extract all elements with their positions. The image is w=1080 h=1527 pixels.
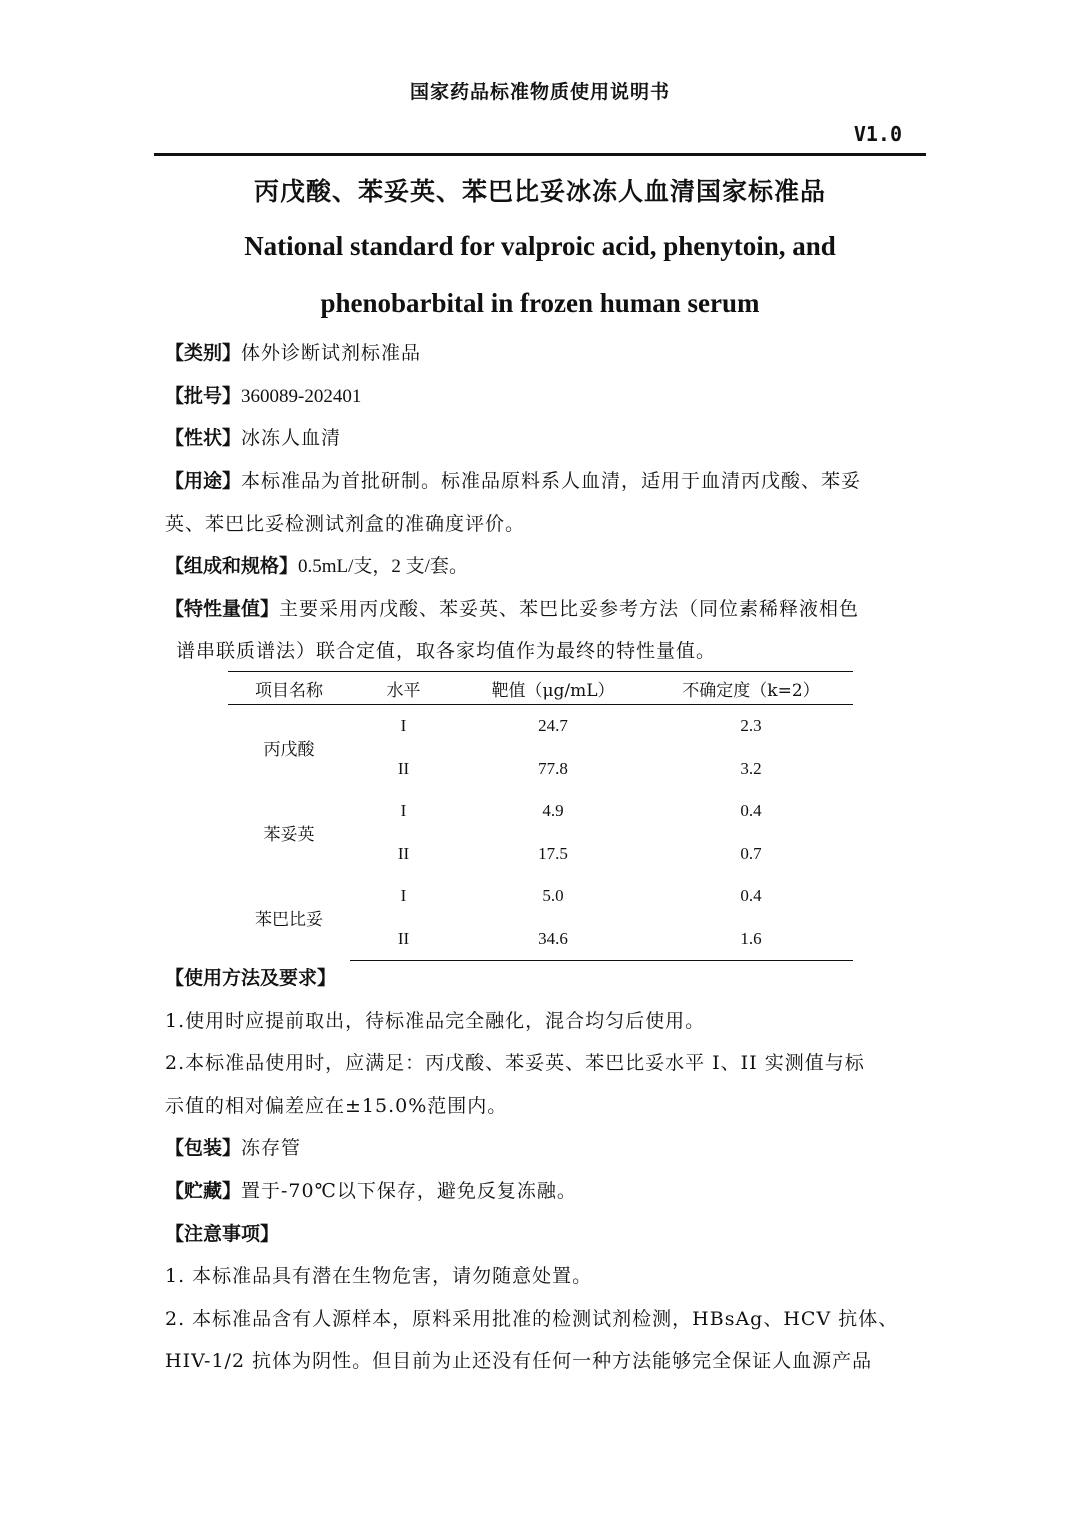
- notes-heading: 【注意事项】: [165, 1223, 280, 1245]
- table-cell-name: 丙戊酸: [263, 740, 315, 760]
- packaging-value: 冻存管: [241, 1137, 302, 1159]
- table-cell-name: 苯巴比妥: [255, 910, 323, 931]
- table-header: 不确定度（k=2）: [649, 672, 853, 705]
- field-characteristic: [165, 596, 925, 622]
- document-header-title: 国家药品标准物质使用说明书: [409, 81, 670, 103]
- table-cell-uncertainty: 2.3: [740, 716, 762, 736]
- char-value-line1: 主要采用丙戊酸、苯妥英、苯巴比妥参考方法（同位素稀释液相色: [279, 598, 860, 620]
- notes-item-1: 1. 本标准品具有潜在生物危害，请勿随意处置。: [165, 1265, 593, 1287]
- table-header-row: [228, 672, 853, 705]
- table-cell-level: II: [350, 918, 457, 961]
- field-spec: [165, 553, 925, 580]
- char-value-line2: 谱串联质谱法）联合定值，取各家均值作为最终的特性量值。: [176, 640, 717, 662]
- usage-item-2-line2: 示值的相对偏差应在±15.0%范围内。: [165, 1095, 508, 1117]
- table-cell-uncertainty: 0.7: [740, 843, 762, 863]
- table-cell-uncertainty: 0.4: [740, 801, 762, 821]
- storage-value: 置于-70℃以下保存，避免反复冻融。: [241, 1180, 577, 1202]
- table-row: [228, 790, 853, 833]
- page-title-cn: 丙戊酸、苯妥英、苯巴比妥冰冻人血清国家标准品: [253, 177, 826, 206]
- page-title-en-line2: phenobarbital in frozen human serum: [320, 288, 760, 318]
- storage-label: 【贮藏】: [165, 1180, 242, 1202]
- table-cell-target: 5.0: [542, 886, 564, 906]
- batch-label: 【批号】: [165, 385, 242, 407]
- table-cell-uncertainty: 3.2: [740, 758, 762, 778]
- table-cell-level: I: [400, 716, 407, 736]
- table-cell-level: II: [397, 758, 410, 778]
- usage-heading: 【使用方法及要求】: [165, 967, 337, 989]
- notes-item-2-line2: HIV-1/2 抗体为阴性。但目前为止还没有任何一种方法能够完全保证人血源产品: [165, 1350, 873, 1372]
- table-cell-target: 34.6: [457, 918, 649, 961]
- field-form: [165, 425, 925, 451]
- form-label: 【性状】: [165, 427, 242, 449]
- page-title-en-line1: National standard for valproic acid, phenytoin, and: [244, 231, 836, 261]
- category-value: 体外诊断试剂标准品: [241, 342, 422, 364]
- usage-item-1: 1.使用时应提前取出，待标准品完全融化，混合均匀后使用。: [165, 1010, 706, 1032]
- table-cell-name: 苯妥英: [263, 825, 315, 845]
- table-cell-level: II: [397, 843, 410, 863]
- category-label: 【类别】: [165, 342, 242, 364]
- field-storage: [165, 1178, 925, 1204]
- usage-item-2-line1: 2.本标准品使用时，应满足：丙戊酸、苯妥英、苯巴比妥水平 I、II 实测值与标: [165, 1052, 865, 1074]
- table-cell-uncertainty: 0.4: [740, 886, 762, 906]
- table-cell-target: 17.5: [538, 843, 568, 863]
- notes-item-2-line1: 2. 本标准品含有人源样本，原料采用批准的检测试剂检测，HBsAg、HCV 抗体、: [165, 1308, 899, 1330]
- table-cell-level: I: [400, 886, 407, 906]
- use-value-line2: 英、苯巴比妥检测试剂盒的准确度评价。: [165, 513, 526, 535]
- char-label: 【特性量值】: [165, 598, 280, 620]
- table-cell-target: 24.7: [538, 716, 568, 736]
- form-value: 冰冻人血清: [241, 427, 342, 449]
- header-divider: [154, 153, 926, 156]
- table-row: [228, 875, 853, 918]
- version-label: V1.0: [853, 122, 902, 146]
- use-value-line1: 本标准品为首批研制。标准品原料系人血清，适用于血清丙戊酸、苯妥: [241, 470, 862, 492]
- spec-label: 【组成和规格】: [165, 555, 299, 577]
- table-header: 水平: [350, 672, 457, 705]
- table-cell-level: I: [400, 801, 407, 821]
- table-cell-uncertainty: 1.6: [649, 918, 853, 961]
- field-use: [165, 468, 925, 494]
- field-batch: [165, 383, 925, 410]
- spec-value: 0.5mL/支，2 支/套。: [298, 556, 468, 577]
- batch-value: 360089-202401: [241, 386, 362, 407]
- table-row: [228, 705, 853, 748]
- packaging-label: 【包装】: [165, 1137, 242, 1159]
- field-packaging: [165, 1135, 925, 1161]
- use-label: 【用途】: [165, 470, 242, 492]
- table-header: 项目名称: [228, 672, 350, 705]
- characteristic-table: [228, 671, 853, 961]
- table-cell-target: 77.8: [538, 758, 568, 778]
- table-cell-target: 4.9: [542, 801, 564, 821]
- table-header: 靶值（μg/mL）: [457, 672, 649, 705]
- field-category: [165, 340, 925, 366]
